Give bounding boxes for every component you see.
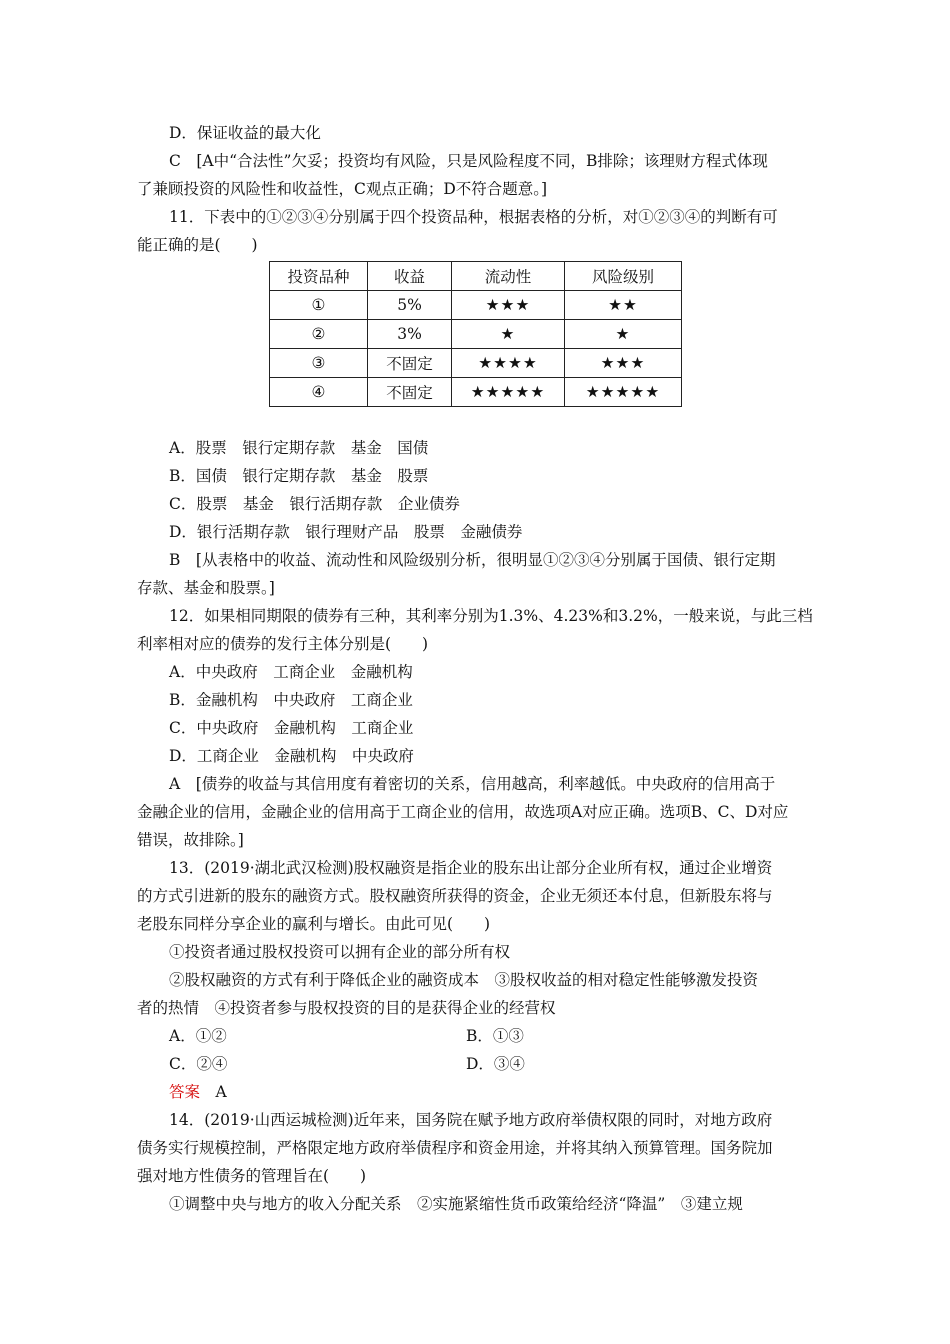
table-cell: 不固定 [368, 349, 452, 378]
q13-answer [169, 1082, 227, 1102]
q11-option-d: D．银行活期存款 银行理财产品 股票 金融债券 [169, 523, 523, 541]
table-row [270, 320, 682, 349]
table-header-cell: 流动性 [452, 262, 565, 291]
table-header-cell: 风险级别 [565, 262, 682, 291]
q13-statement-3: 者的热情 ④投资者参与股权投资的目的是获得企业的经营权 [137, 999, 556, 1017]
table-cell: ③ [270, 349, 368, 378]
q13-stem-line-2: 的方式引进新的股东的融资方式。股权融资所获得的资金，企业无须还本付息，但新股东将与 [137, 887, 773, 905]
table-cell: ★★★★ [452, 349, 565, 378]
q10-option-d: D．保证收益的最大化 [169, 124, 321, 142]
table-cell: ② [270, 320, 368, 349]
q14-stem-line-2: 债务实行规模控制，严格限定地方政府举债程序和资金用途，并将其纳入预算管理。国务院加 [137, 1139, 773, 1157]
answer-value: A [215, 1083, 227, 1101]
table-row [270, 291, 682, 320]
table-row [270, 349, 682, 378]
q11-answer-line-2: 存款、基金和股票。] [137, 579, 275, 597]
table-cell: ④ [270, 378, 368, 407]
q13-statement-2: ②股权融资的方式有利于降低企业的融资成本 ③股权收益的相对稳定性能够激发投资 [169, 971, 759, 989]
table-cell: 不固定 [368, 378, 452, 407]
q12-stem-line-1: 12．如果相同期限的债券有三种，其利率分别为1.3%、4.23%和3.2%，一般来说，与此三档 [169, 607, 813, 625]
q12-option-d: D．工商企业 金融机构 中央政府 [169, 747, 414, 765]
q10-answer-line-1: C [A中“合法性”欠妥；投资均有风险，只是风险程度不同，B排除；该理财方程式体现 [169, 152, 768, 170]
table-cell: ★★ [565, 291, 682, 320]
q14-statement-1: ①调整中央与地方的收入分配关系 ②实施紧缩性货币政策给经济“降温” ③建立规 [169, 1195, 743, 1213]
table-cell: ★ [565, 320, 682, 349]
q13-option-c: C．②④ [169, 1055, 228, 1073]
table-cell: 5% [368, 291, 452, 320]
table-cell: ★★★★★ [452, 378, 565, 407]
q12-option-a: A．中央政府 工商企业 金融机构 [169, 663, 413, 681]
table-cell: ★★★ [565, 349, 682, 378]
q14-stem-line-3: 强对地方性债务的管理旨在( ) [137, 1167, 367, 1185]
q11-option-c: C．股票 基金 银行活期存款 企业债券 [169, 495, 460, 513]
q13-statement-1: ①投资者通过股权投资可以拥有企业的部分所有权 [169, 943, 511, 961]
table-cell: 3% [368, 320, 452, 349]
q12-answer-line-2: 金融企业的信用，金融企业的信用高于工商企业的信用，故选项A对应正确。选项B、C、D对应 [137, 803, 789, 821]
table-row [270, 378, 682, 407]
table-cell: ★★★★★ [565, 378, 682, 407]
q12-option-b: B．金融机构 中央政府 工商企业 [169, 691, 413, 709]
q12-option-c: C．中央政府 金融机构 工商企业 [169, 719, 414, 737]
q13-option-a: A．①② [169, 1027, 227, 1045]
table-cell: ① [270, 291, 368, 320]
q12-stem-line-2: 利率相对应的债券的发行主体分别是( ) [137, 635, 429, 653]
q12-answer-line-3: 错误，故排除。] [137, 831, 244, 849]
q13-option-d: D．③④ [466, 1055, 525, 1073]
table-header-cell: 收益 [368, 262, 452, 291]
q11-option-a: A．股票 银行定期存款 基金 国债 [169, 439, 429, 457]
q11-option-b: B．国债 银行定期存款 基金 股票 [169, 467, 429, 485]
q10-answer-line-2: 了兼顾投资的风险性和收益性，C观点正确；D不符合题意。] [137, 180, 548, 198]
q13-option-b: B．①③ [466, 1027, 524, 1045]
q14-stem-line-1: 14．(2019·山西运城检测)近年来，国务院在赋予地方政府举债权限的同时，对地方政府 [169, 1111, 773, 1129]
q13-stem-line-1: 13．(2019·湖北武汉检测)股权融资是指企业的股东出让部分企业所有权，通过企业增资 [169, 859, 773, 877]
q11-stem-line-2: 能正确的是( ) [137, 236, 258, 254]
table-cell: ★ [452, 320, 565, 349]
answer-label: 答案 [169, 1083, 201, 1101]
table-header-row [270, 262, 682, 291]
table-cell: ★★★ [452, 291, 565, 320]
q11-stem-line-1: 11．下表中的①②③④分别属于四个投资品种，根据表格的分析，对①②③④的判断有可 [169, 208, 778, 226]
q12-answer-line-1: A [债券的收益与其信用度有着密切的关系，信用越高，利率越低。中央政府的信用高于 [169, 775, 776, 793]
table-header-cell: 投资品种 [270, 262, 368, 291]
q11-answer-line-1: B [从表格中的收益、流动性和风险级别分析，很明显①②③④分别属于国债、银行定期 [169, 551, 776, 569]
q13-stem-line-3: 老股东同样分享企业的赢利与增长。由此可见( ) [137, 915, 491, 933]
investment-table [269, 261, 682, 407]
